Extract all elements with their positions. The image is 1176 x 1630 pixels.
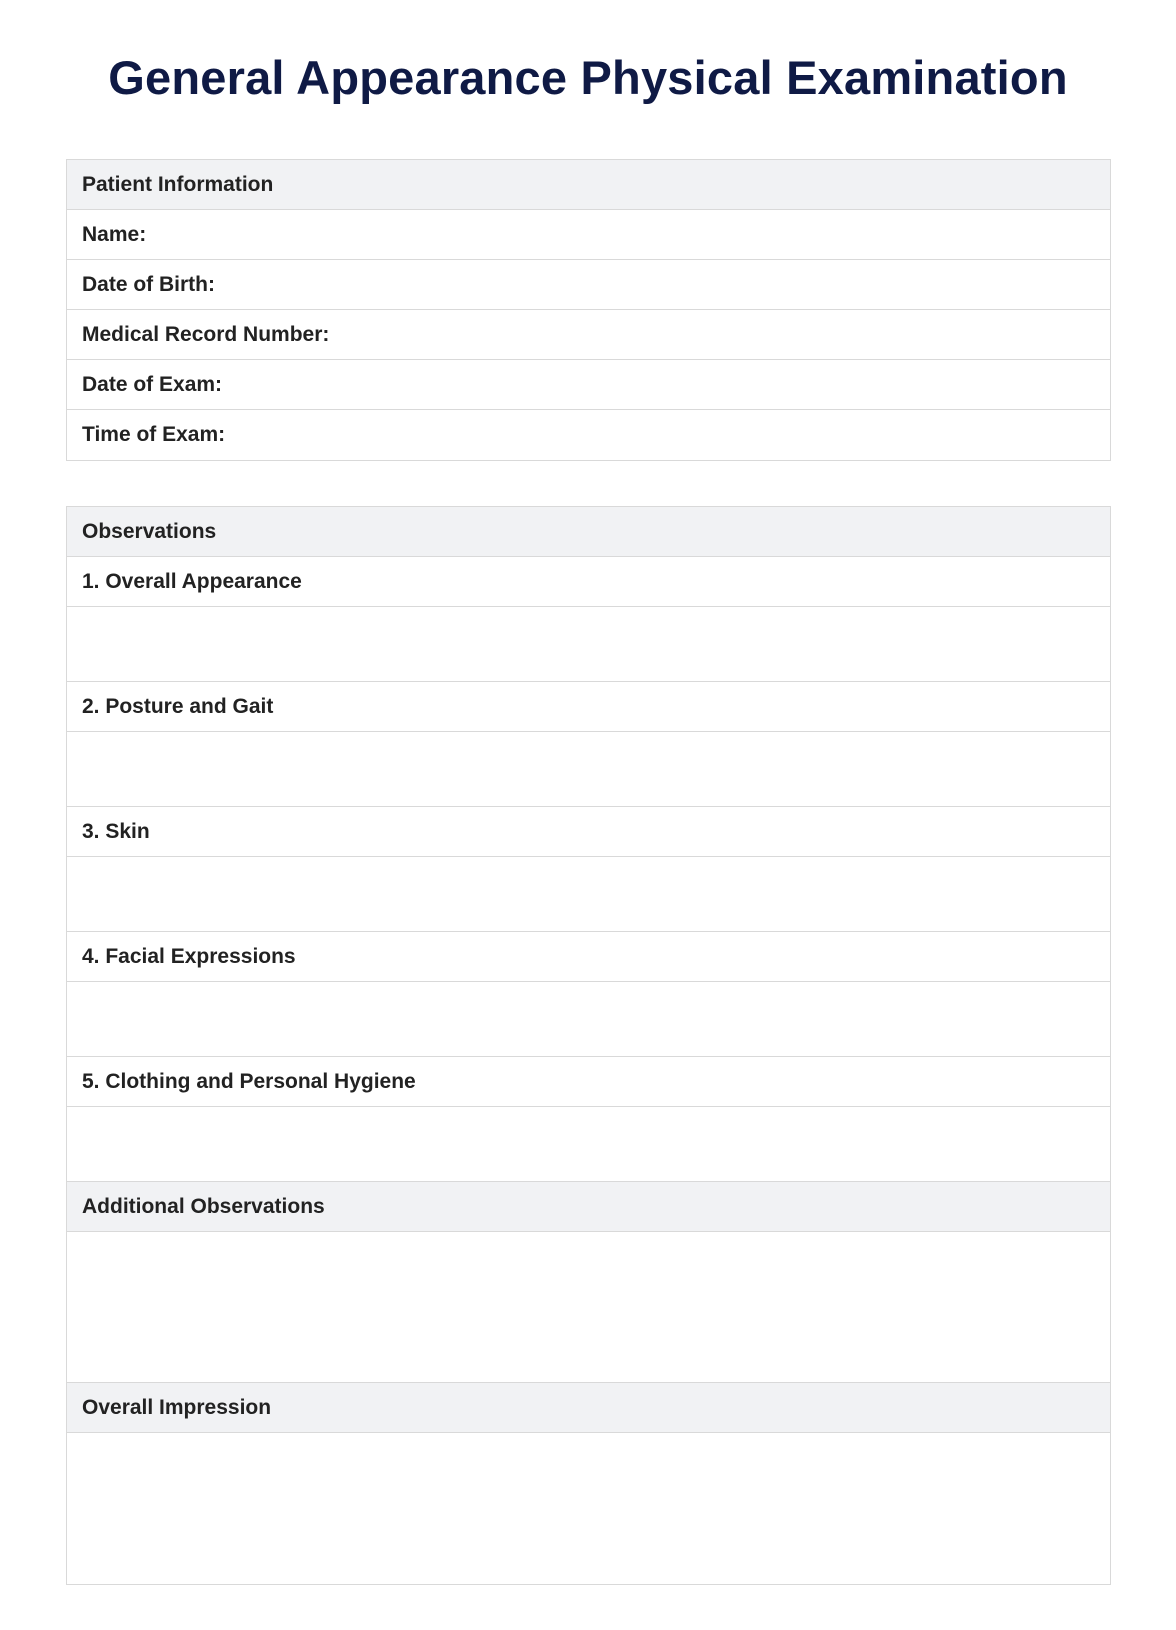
- skin-label: 3. Skin: [67, 807, 1110, 857]
- name-field[interactable]: Name:: [67, 210, 1110, 260]
- observations-table: [66, 506, 1111, 1585]
- posture-and-gait-entry[interactable]: [67, 732, 1110, 807]
- time-of-exam-field[interactable]: Time of Exam:: [82, 423, 226, 446]
- overall-appearance-entry[interactable]: [67, 607, 1110, 682]
- posture-and-gait-label: 2. Posture and Gait: [67, 682, 1110, 732]
- overall-appearance-label: 1. Overall Appearance: [67, 557, 1110, 607]
- clothing-and-hygiene-label: 5. Clothing and Personal Hygiene: [67, 1057, 1110, 1107]
- patient-information-table: [66, 159, 1111, 461]
- date-of-birth-field[interactable]: Date of Birth:: [67, 260, 1110, 310]
- facial-expressions-label: 4. Facial Expressions: [67, 932, 1110, 982]
- overall-impression-entry[interactable]: [67, 1433, 1110, 1584]
- additional-observations-header: Additional Observations: [67, 1182, 1110, 1232]
- page-title: General Appearance Physical Examination: [108, 51, 1068, 104]
- overall-impression-header: Overall Impression: [67, 1383, 1110, 1433]
- additional-observations-entry[interactable]: [67, 1232, 1110, 1383]
- date-of-exam-field[interactable]: Date of Exam:: [67, 360, 1110, 410]
- clothing-and-hygiene-entry[interactable]: [67, 1107, 1110, 1182]
- skin-entry[interactable]: [67, 857, 1110, 932]
- observations-header: Observations: [67, 507, 1110, 557]
- medical-record-number-field[interactable]: Medical Record Number:: [67, 310, 1110, 360]
- facial-expressions-entry[interactable]: [67, 982, 1110, 1057]
- patient-information-header: Patient Information: [67, 160, 1110, 210]
